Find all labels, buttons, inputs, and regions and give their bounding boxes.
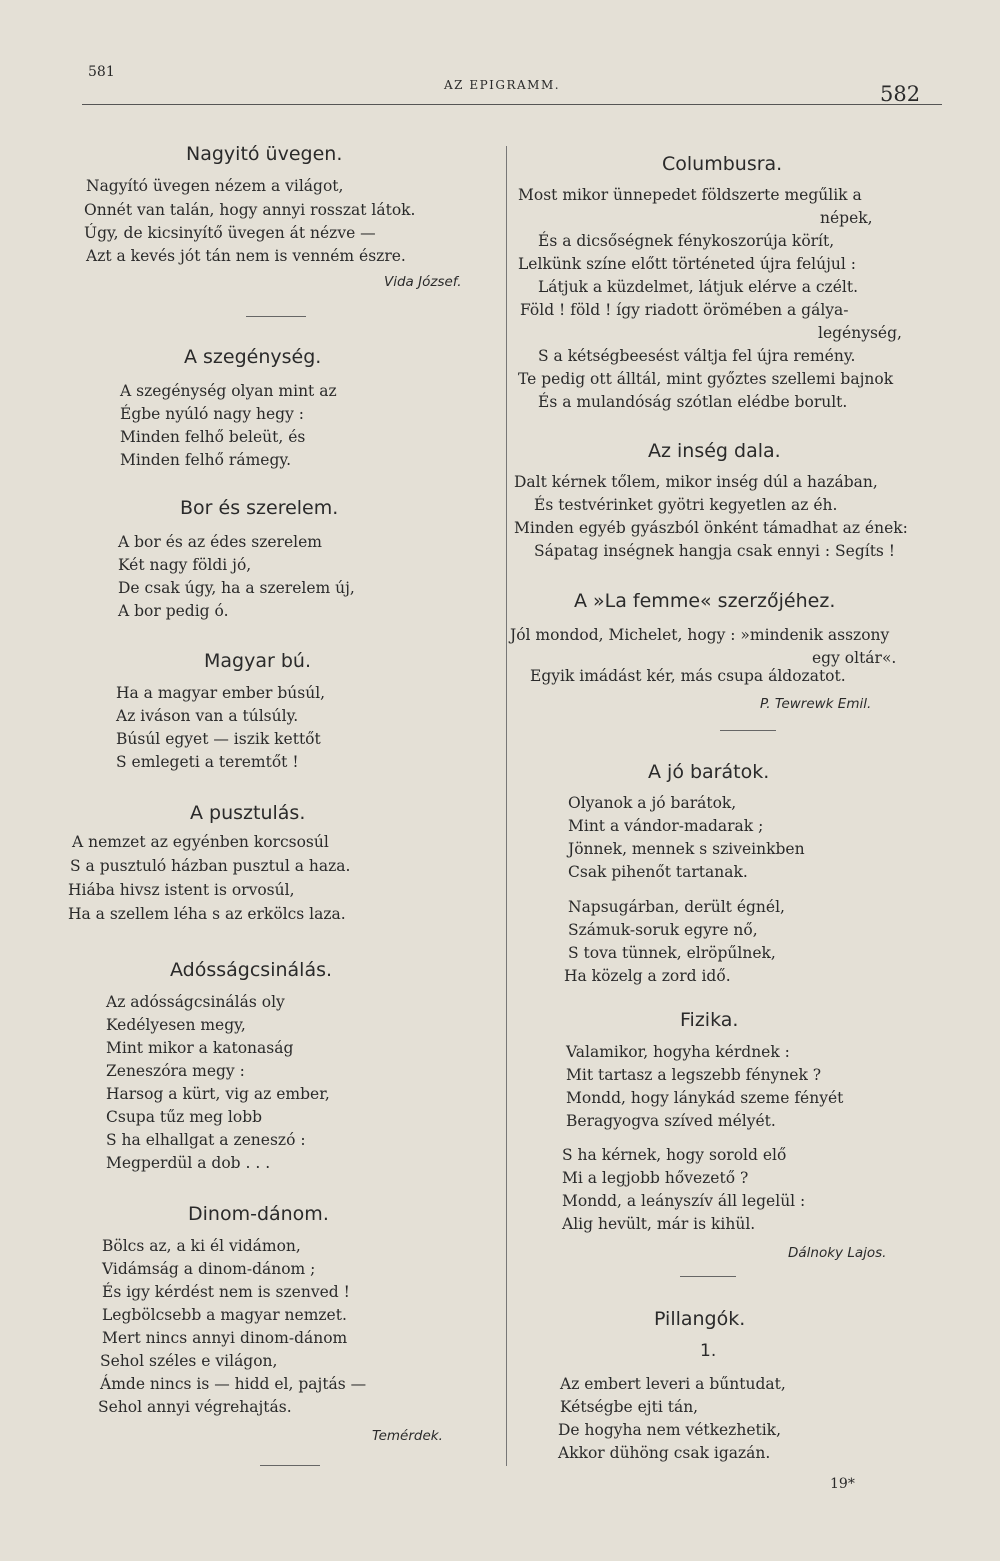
poem-line: Vidámság a dinom-dánom ; <box>102 1260 316 1278</box>
poem-line: A bor és az édes szerelem <box>118 533 322 551</box>
poem-line: Azt a kevés jót tán nem is venném észre. <box>86 247 406 265</box>
poem-line: Jönnek, mennek s sziveinkben <box>568 840 805 858</box>
poem-line: Mint a vándor-madarak ; <box>568 817 764 835</box>
poem-title: Pillangók. <box>654 1308 746 1330</box>
poem-line: És a dicsőségnek fénykoszorúja körít, <box>538 232 835 250</box>
header-rule <box>82 104 942 105</box>
poem-line: És testvérinket gyötri kegyetlen az éh. <box>534 496 838 514</box>
poem-line: Csupa tűz meg lobb <box>106 1108 263 1126</box>
poem-line: Jól mondod, Michelet, hogy : »mindenik asszony <box>510 626 890 644</box>
poem-line: Sehol annyi végrehajtás. <box>98 1398 292 1416</box>
poem-line: Napsugárban, derült égnél, <box>568 898 785 916</box>
poem-line: Te pedig ott álltál, mint győztes szellemi bajnok <box>518 370 894 388</box>
column-divider <box>506 146 507 1466</box>
poem-line: népek, <box>820 209 873 227</box>
author-signature: Vida József. <box>384 274 462 290</box>
poem-line: Olyanok a jó barátok, <box>568 794 737 812</box>
poem-line: Sehol széles e világon, <box>100 1352 278 1370</box>
signature-mark: 19* <box>830 1476 855 1492</box>
poem-line: Ha közelg a zord idő. <box>564 967 731 985</box>
poem-line: Ha a magyar ember búsúl, <box>116 684 326 702</box>
poem-line: A nemzet az egyénben korcsosúl <box>72 833 329 851</box>
poem-number: 1. <box>700 1341 717 1361</box>
poem-line: Minden felhő rámegy. <box>120 451 291 469</box>
poem-line: Az embert leveri a bűntudat, <box>560 1375 786 1393</box>
poem-line: Nagyító üvegen nézem a világot, <box>86 177 344 195</box>
author-signature: Temérdek. <box>372 1428 443 1444</box>
section-rule <box>720 730 776 731</box>
running-header: AZ EPIGRAMM. <box>444 78 561 92</box>
section-rule <box>680 1276 736 1277</box>
section-rule <box>260 1465 320 1466</box>
poem-line: Föld ! föld ! így riadott örömében a gálya- <box>520 301 849 319</box>
poem-line: Most mikor ünnepedet földszerte megűlik a <box>518 186 862 204</box>
section-rule <box>246 316 306 317</box>
poem-title: Adósságcsinálás. <box>170 959 333 981</box>
poem-title: Fizika. <box>680 1009 739 1031</box>
poem-title: A szegénység. <box>184 346 322 368</box>
poem-line: Mondd, a leányszív áll legelül : <box>562 1192 806 1210</box>
poem-line: De csak úgy, ha a szerelem új, <box>118 579 355 597</box>
poem-line: Búsúl egyet — iszik kettőt <box>116 730 321 748</box>
poem-line: A szegénység olyan mint az <box>120 382 337 400</box>
poem-line: S ha elhallgat a zeneszó : <box>106 1131 306 1149</box>
poem-line: Az adósságcsinálás oly <box>106 993 285 1011</box>
poem-line: S tova tünnek, elröpűlnek, <box>568 944 776 962</box>
poem-line: Ha a szellem léha s az erkölcs laza. <box>68 905 346 923</box>
right-page-number: 582 <box>880 82 921 106</box>
poem-line: egy oltár«. <box>812 649 897 667</box>
poem-line: Dalt kérnek tőlem, mikor inség dúl a hazában, <box>514 473 878 491</box>
left-page-number: 581 <box>88 64 115 80</box>
poem-title: Nagyitó üvegen. <box>186 143 343 165</box>
poem-line: Két nagy földi jó, <box>118 556 252 574</box>
poem-line: Kétségbe ejti tán, <box>560 1398 699 1416</box>
poem-line: Alig hevült, már is kihül. <box>562 1215 756 1233</box>
poem-line: Akkor dühöng csak igazán. <box>558 1444 771 1462</box>
poem-line: Onnét van talán, hogy annyi rosszat látok. <box>84 201 416 219</box>
poem-line: Mi a legjobb hővezető ? <box>562 1169 749 1187</box>
poem-line: Hiába hivsz istent is orvosúl, <box>68 881 295 899</box>
poem-line: Látjuk a küzdelmet, látjuk elérve a czélt. <box>538 278 858 296</box>
poem-line: S ha kérnek, hogy sorold elő <box>562 1146 787 1164</box>
poem-title: Bor és szerelem. <box>180 497 339 519</box>
poem-line: Mert nincs annyi dinom-dánom <box>102 1329 348 1347</box>
poem-line: Harsog a kürt, vig az ember, <box>106 1085 330 1103</box>
poem-line: S a pusztuló házban pusztul a haza. <box>70 857 351 875</box>
poem-line: De hogyha nem vétkezhetik, <box>558 1421 782 1439</box>
poem-line: Ámde nincs is — hidd el, pajtás — <box>100 1375 367 1393</box>
poem-line: S a kétségbeesést váltja fel újra remény. <box>538 347 856 365</box>
poem-line: Minden egyéb gyászból önként támadhat az ének: <box>514 519 908 537</box>
poem-line: És igy kérdést nem is szenved ! <box>102 1283 350 1301</box>
poem-title: Magyar bú. <box>204 650 311 672</box>
poem-line: Kedélyesen megy, <box>106 1016 246 1034</box>
poem-line: Bölcs az, a ki él vidámon, <box>102 1237 301 1255</box>
poem-line: Számuk-soruk egyre nő, <box>568 921 758 939</box>
poem-line: A bor pedig ó. <box>118 602 229 620</box>
poem-line: Legbölcsebb a magyar nemzet. <box>102 1306 347 1324</box>
poem-line: Minden felhő beleüt, és <box>120 428 306 446</box>
poem-title: Columbusra. <box>662 153 783 175</box>
poem-line: Lelkünk színe előtt történeted újra felújul : <box>518 255 856 273</box>
poem-line: Csak pihenőt tartanak. <box>568 863 748 881</box>
poem-line: Megperdül a dob . . . <box>106 1154 271 1172</box>
poem-title: Dinom-dánom. <box>188 1203 329 1225</box>
poem-line: Égbe nyúló nagy hegy : <box>120 405 305 423</box>
poem-title: Az inség dala. <box>648 440 781 462</box>
poem-line: Mondd, hogy lánykád szeme fényét <box>566 1089 844 1107</box>
poem-line: Úgy, de kicsinyítő üvegen át nézve — <box>84 224 376 242</box>
author-signature: P. Tewrewk Emil. <box>760 696 872 712</box>
author-signature: Dálnoky Lajos. <box>788 1245 887 1261</box>
poem-line: Egyik imádást kér, más csupa áldozatot. <box>530 667 846 685</box>
poem-title: A »La femme« szerzőjéhez. <box>574 590 836 612</box>
poem-line: Mit tartasz a legszebb fénynek ? <box>566 1066 822 1084</box>
poem-line: Valamikor, hogyha kérdnek : <box>566 1043 790 1061</box>
poem-title: A pusztulás. <box>190 802 306 824</box>
poem-line: Mint mikor a katonaság <box>106 1039 294 1057</box>
poem-line: S emlegeti a teremtőt ! <box>116 753 299 771</box>
poem-line: Zeneszóra megy : <box>106 1062 245 1080</box>
poem-line: Beragyogva szíved mélyét. <box>566 1112 776 1130</box>
poem-line: legénység, <box>818 324 902 342</box>
poem-line: Az iváson van a túlsúly. <box>116 707 299 725</box>
poem-title: A jó barátok. <box>648 761 770 783</box>
poem-line: Sápatag inségnek hangja csak ennyi : Segíts ! <box>534 542 896 560</box>
poem-line: És a mulandóság szótlan elédbe borult. <box>538 393 848 411</box>
